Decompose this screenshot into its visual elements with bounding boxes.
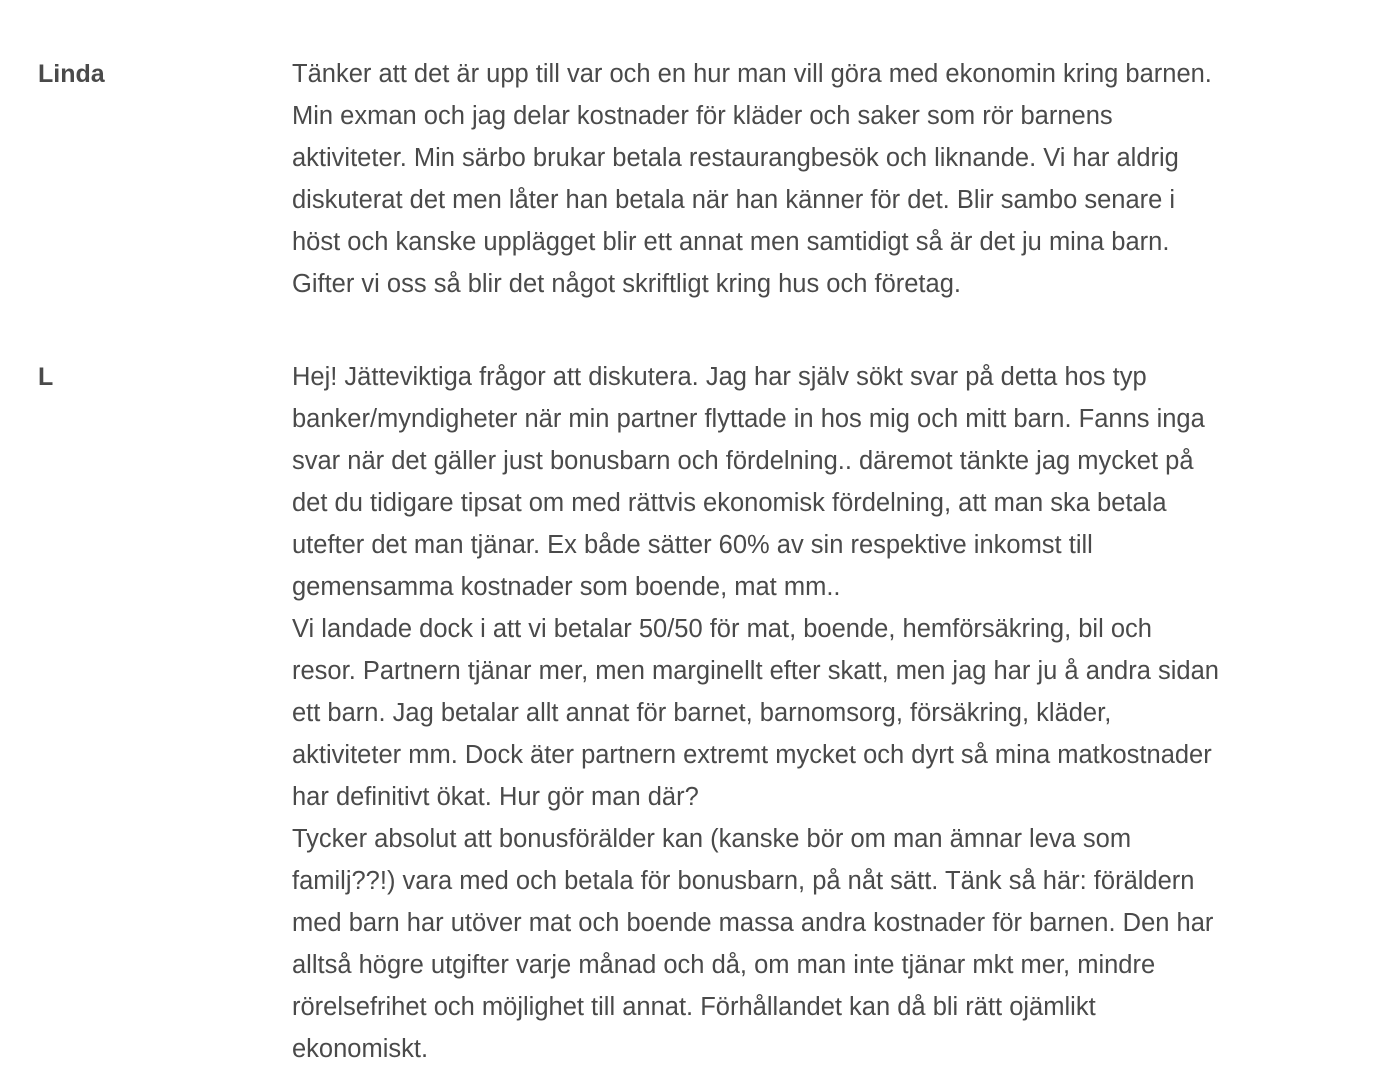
comment-paragraph: Tänker att det är upp till var och en hur man vill göra med ekonomin kring barnen. Min exman och jag delar kostnader för kläder och saker som rör barnens aktiviteter. Min särbo brukar betala restaurangbesök och liknande. Vi har aldrig diskuterat det men låter han betala när han känner för det. Blir sambo senare i höst och kanske upplägget blir ett annat men samtidigt så är det ju mina barn. Gifter vi oss så blir det något skriftligt kring hus och företag.: [292, 60, 1212, 298]
comment-body: [292, 53, 1392, 305]
comment-paragraph: Hej! Jätteviktiga frågor att diskutera. Jag har själv sökt svar på detta hos typ banker/myndigheter när min partner flyttade in hos mig och mitt barn. Fanns inga svar när det gäller just bonusbarn och fördelning.. däremot tänkte jag mycket på det du tidigare tipsat om med rättvis ekonomisk fördelning, att man ska betala utefter det man tjänar. Ex både sätter 60% av sin respektive inkomst till gemensamma kostnader som boende, mat mm..: [292, 363, 1205, 601]
comment-body: [292, 356, 1392, 1070]
comment-paragraph: Tycker absolut att bonusförälder kan (kanske bör om man ämnar leva som familj??!) vara med och betala för bonusbarn, på nåt sätt. Tänk så här: föräldern med barn har utöver mat och boende massa andra kostnader för barnen. Den har alltså högre utgifter varje månad och då, om man inte tjänar mkt mer, mindre rörelsefrihet och möjlighet till annat. Förhållandet kan då bli rätt ojämlikt ekonomiskt.: [292, 825, 1214, 1063]
comment-author: Linda: [38, 60, 105, 88]
comment-paragraph: Vi landade dock i att vi betalar 50/50 för mat, boende, hemförsäkring, bil och resor. Partnern tjänar mer, men marginellt efter skatt, men jag har ju å andra sidan ett barn. Jag betalar allt annat för barnet, barnomsorg, försäkring, kläder, aktiviteter mm. Dock äter partnern extremt mycket och dyrt så mina matkostnader har definitivt ökat. Hur gör man där?: [292, 615, 1219, 811]
comment-author: L: [38, 363, 54, 391]
